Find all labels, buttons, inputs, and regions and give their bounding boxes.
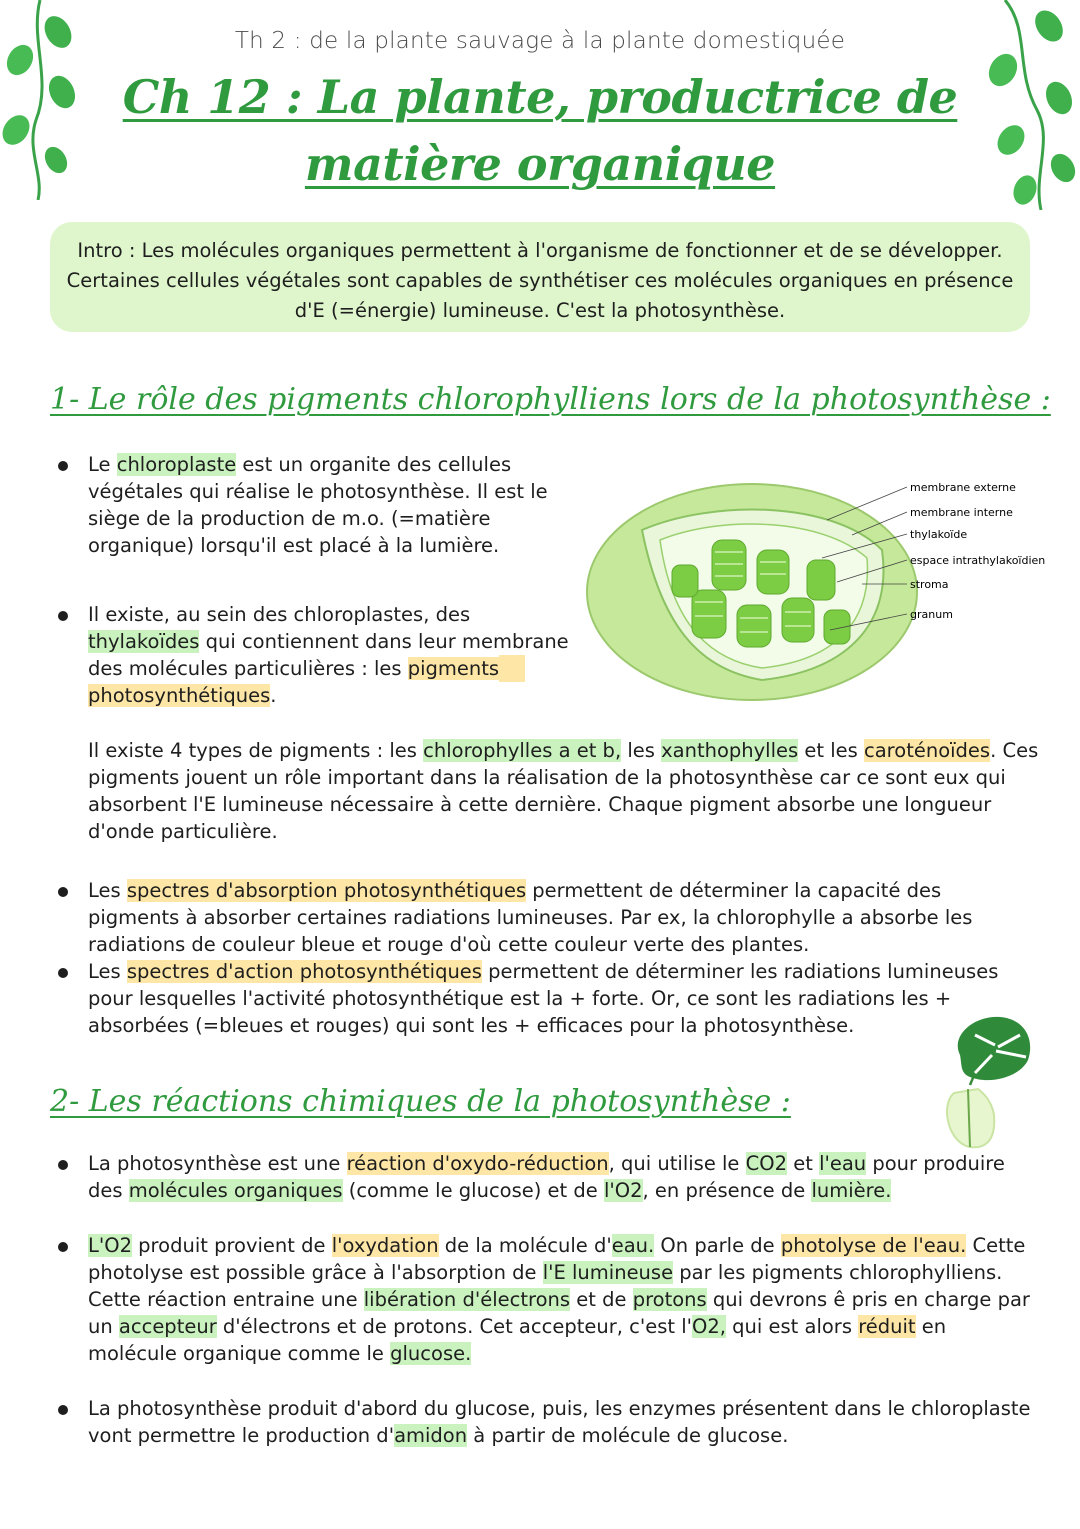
highlight: l'eau bbox=[819, 1152, 867, 1175]
intro-line: Certaines cellules végétales sont capables de synthétiser ces molécules organiques en présence bbox=[66, 269, 1014, 292]
theme-subtitle: Th 2 : de la plante sauvage à la plante domestiquée bbox=[234, 28, 846, 54]
highlight: CO2 bbox=[745, 1152, 788, 1175]
section2-heading: 2- Les réactions chimiques de la photosynthèse : bbox=[50, 1084, 791, 1119]
monstera-vase-icon bbox=[930, 1015, 1040, 1150]
highlight: chloroplaste bbox=[116, 453, 237, 476]
highlight: libération d'électrons bbox=[363, 1288, 571, 1311]
s2-bullet1: La photosynthèse est une réaction d'oxydo-réduction, qui utilise le CO2 et l'eau pour produire des molécules organiques (comme le glucose) et de l'O2, en présence de lumière. bbox=[88, 1152, 1005, 1202]
highlight: O2, bbox=[691, 1315, 726, 1338]
highlight: l'oxydation bbox=[331, 1234, 439, 1257]
s1-paragraph-pigments: Il existe 4 types de pigments : les chlorophylles a et b, les xanthophylles et les caroténoïdes. Ces pigments jouent un rôle important dans la réalisation de la photosynthèse car ce sont eux qui absorbent l'E lumineuse nécessaire à cette dernière. Chaque pigment absorbe une longueur d'onde particulière. bbox=[88, 739, 1039, 843]
s1-bullet1: Le chloroplaste est un organite des cellules végétales qui réalise le photosynthèse. Il est le siège de la production de m.o. (=matière organique) lorsqu'il est placé à la lumière. bbox=[88, 453, 548, 557]
section1-heading: 1- Le rôle des pigments chlorophylliens lors de la photosynthèse : bbox=[50, 382, 1051, 417]
diagram-label: membrane externe bbox=[910, 481, 1016, 494]
bullet bbox=[58, 1160, 68, 1170]
highlight: L'O2 bbox=[88, 1234, 132, 1257]
highlight: caroténoïdes bbox=[864, 739, 991, 762]
diagram-label: thylakoïde bbox=[910, 528, 968, 541]
s2-bullet3: La photosynthèse produit d'abord du glucose, puis, les enzymes présentent dans le chloroplaste vont permettre le production d'amidon à partir de molécule de glucose. bbox=[88, 1397, 1031, 1447]
page-title-line2: matière organique bbox=[304, 137, 776, 191]
s2-bullet2: L'O2 produit provient de l'oxydation de la molécule d'eau. On parle de photolyse de l'eau. Cette photolyse est possible grâce à l'absorption de l'E lumineuse par les pigments chlorophylliens. Cette réaction entraine une libération d'électrons et de protons qui devrons ê pris en charge par un accepteur d'électrons et de protons. Cet accepteur, c'est l'O2, qui est alors réduit en molécule organique comme le glucose. bbox=[88, 1234, 1030, 1365]
highlight: pigments bbox=[407, 657, 500, 680]
highlight: accepteur bbox=[118, 1315, 217, 1338]
page-title-line1: Ch 12 : La plante, productrice de bbox=[122, 70, 958, 124]
bullet bbox=[58, 1242, 68, 1252]
diagram-label: espace intrathylakoïdien bbox=[910, 554, 1046, 567]
bullet bbox=[58, 611, 68, 621]
highlight: eau. bbox=[611, 1234, 655, 1257]
highlight: l'O2 bbox=[603, 1179, 643, 1202]
diagram-label: granum bbox=[910, 608, 953, 621]
bullet bbox=[58, 1405, 68, 1415]
intro-line: d'E (=énergie) lumineuse. C'est la photosynthèse. bbox=[294, 299, 786, 322]
s1-bullet-absorption: Les spectres d'absorption photosynthétiques permettent de déterminer la capacité des pigments à absorber certaines radiations lumineuses. Par ex, la chlorophylle a absorbe les radiations de couleur bleue et rouge d'où cette couleur verte des plantes. bbox=[88, 879, 973, 956]
highlight: thylakoïdes bbox=[88, 630, 200, 653]
highlight: photosynthétiques bbox=[88, 684, 271, 707]
diagram-label: stroma bbox=[910, 578, 949, 591]
chloroplast-diagram bbox=[572, 470, 1072, 710]
s1-bullet-action: Les spectres d'action photosynthétiques permettent de déterminer les radiations lumineuses pour lesquelles l'activité photosynthétique est la + forte. Or, ce sont les radiations les + absorbées (=bleues et rouges) qui sont les + efficaces pour la photosynthèse. bbox=[88, 960, 999, 1037]
bullet bbox=[58, 968, 68, 978]
s1-bullet2: Il existe, au sein des chloroplastes, des thylakoïdes qui contiennent dans leur membrane des molécules particulières : les pigments photosynthétiques. bbox=[88, 603, 569, 707]
highlight: xanthophylles bbox=[661, 739, 799, 762]
highlight: amidon bbox=[394, 1424, 468, 1447]
intro-line: Intro : Les molécules organiques permettent à l'organisme de fonctionner et de se développer. bbox=[77, 239, 1003, 262]
bullet bbox=[58, 887, 68, 897]
highlight: photolyse de l'eau. bbox=[780, 1234, 967, 1257]
highlight: chlorophylles a et b, bbox=[423, 739, 622, 762]
highlight: glucose. bbox=[390, 1342, 472, 1365]
diagram-label: membrane interne bbox=[910, 506, 1013, 519]
highlight: lumière. bbox=[811, 1179, 892, 1202]
bullet bbox=[58, 461, 68, 471]
highlight: protons bbox=[632, 1288, 707, 1311]
highlight: réduit bbox=[858, 1315, 916, 1338]
highlight: réaction d'oxydo-réduction bbox=[346, 1152, 609, 1175]
highlight: l'E lumineuse bbox=[542, 1261, 674, 1284]
highlight: spectres d'absorption photosynthétiques bbox=[126, 879, 527, 902]
highlight: spectres d'action photosynthétiques bbox=[126, 960, 482, 983]
highlight: molécules organiques bbox=[128, 1179, 343, 1202]
intro-text bbox=[62, 236, 1018, 326]
